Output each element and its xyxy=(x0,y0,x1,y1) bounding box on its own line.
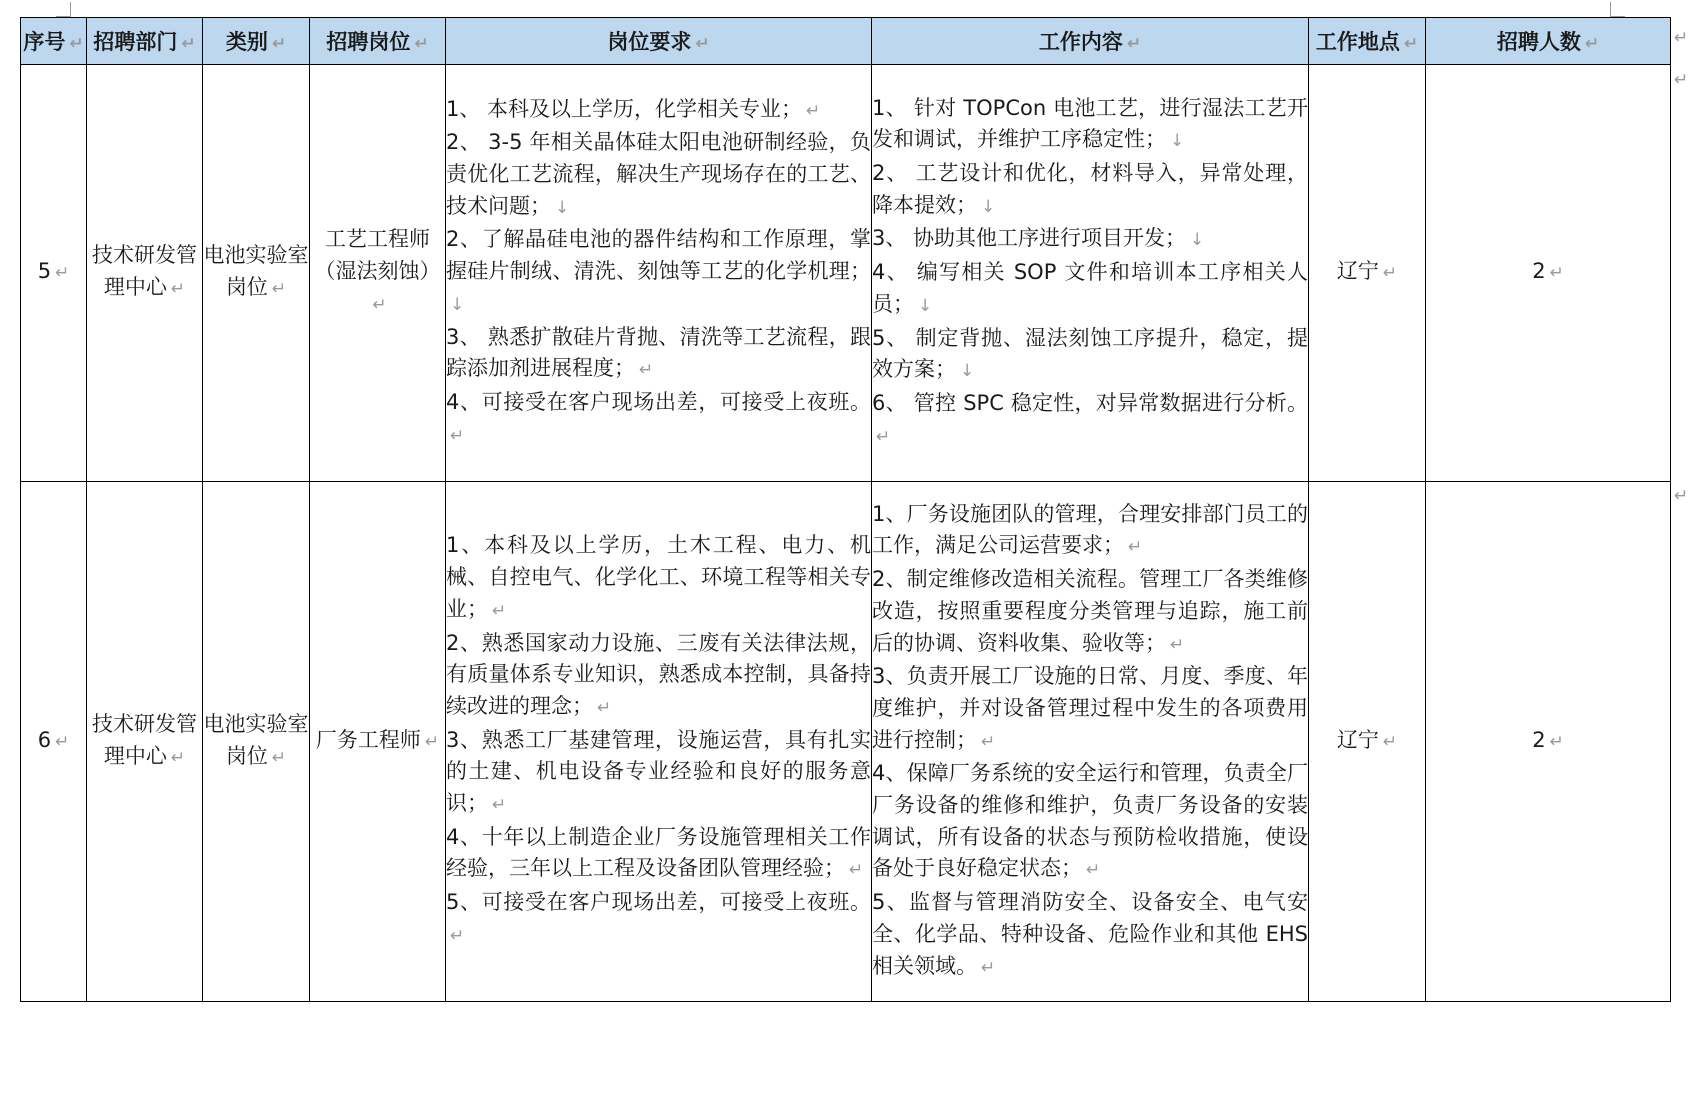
row6-location-cell: 辽宁 ↵ xyxy=(1309,482,1426,1002)
row6-requirement-item: 1、本科及以上学历，土木工程、电力、机械、自控电气、化学化工、环境工程等相关专业； ↵ xyxy=(446,533,871,621)
header-cell-requirements: 岗位要求 ↵ xyxy=(446,18,872,65)
header-cell-count: 招聘人数 ↵ xyxy=(1426,18,1671,65)
row5-index-cell: 5 ↵ xyxy=(21,65,87,482)
row6-requirement-item: 2、熟悉国家动力设施、三废有关法律法规，有质量体系专业知识，熟悉成本控制，具备持续改进的理念； ↵ xyxy=(446,630,871,718)
row6-duty-item: 3、负责开展工厂设施的日常、月度、季度、年度维护，并对设备管理过程中发生的各项费用进行控制； ↵ xyxy=(872,664,1308,752)
row5-location-cell: 辽宁 ↵ xyxy=(1309,65,1426,482)
row6-duties-cell xyxy=(872,482,1309,1002)
table-header-row xyxy=(21,18,1671,65)
row5-position-cell: 工艺工程师（湿法刻蚀）↵ xyxy=(310,65,446,482)
row-end-mark: ↵ xyxy=(1674,486,1689,506)
row5-requirement-item: 2、 3-5 年相关晶体硅太阳电池研制经验，负责优化工艺流程，解决生产现场存在的工艺、技术问题； ↓ xyxy=(446,130,871,218)
row5-requirement-item: 2、了解晶硅电池的器件结构和工作原理，掌握硅片制绒、清洗、刻蚀等工艺的化学机理；↓ xyxy=(446,227,871,315)
row-end-mark: ↵ xyxy=(1674,28,1689,48)
row6-requirement-item: 4、十年以上制造企业厂务设施管理相关工作经验，三年以上工程及设备团队管理经验； ↵ xyxy=(446,824,871,881)
header-cell-position: 招聘岗位 ↵ xyxy=(310,18,446,65)
table-row-5 xyxy=(21,65,1671,482)
header-cell-duties: 工作内容 ↵ xyxy=(872,18,1309,65)
row5-duties-cell xyxy=(872,65,1309,482)
row5-count-cell: 2 ↵ xyxy=(1426,65,1671,482)
row6-duty-item: 1、厂务设施团队的管理，合理安排部门员工的工作，满足公司运营要求； ↵ xyxy=(872,501,1308,558)
row5-duty-item: 3、 协助其他工序进行项目开发； ↓ xyxy=(872,226,1205,251)
header-cell-category: 类别 ↵ xyxy=(203,18,310,65)
row5-department-cell: 技术研发管理中心 ↵ xyxy=(87,65,203,482)
header-cell-index: 序号 ↵ xyxy=(21,18,87,65)
row6-requirement-item: 5、可接受在客户现场出差，可接受上夜班。↵ xyxy=(446,890,871,946)
page-corner-mark-top-left xyxy=(56,2,71,17)
row6-duty-item: 5、监督与管理消防安全、设备安全、电气安全、化学品、特种设备、危险作业和其他 EHS 相关领域。 ↵ xyxy=(872,890,1308,978)
row5-duty-item: 2、 工艺设计和优化，材料导入，异常处理，降本提效； ↓ xyxy=(872,161,1308,217)
row5-requirement-item: 1、 本科及以上学历，化学相关专业； ↵ xyxy=(446,96,821,121)
row6-requirements-cell xyxy=(446,482,872,1002)
row6-requirement-item: 3、熟悉工厂基建管理，设施运营，具有扎实的土建、机电设备专业经验和良好的服务意识； ↵ xyxy=(446,727,871,816)
row5-duty-item: 1、 针对 TOPCon 电池工艺，进行湿法工艺开发和调试，并维护工序稳定性； ↓ xyxy=(872,95,1308,152)
page-corner-mark-top-right xyxy=(1610,2,1625,17)
row-end-mark: ↵ xyxy=(1674,70,1689,90)
row6-department-cell: 技术研发管理中心 ↵ xyxy=(87,482,203,1002)
row5-duty-item: 5、 制定背抛、湿法刻蚀工序提升，稳定，提效方案； ↓ xyxy=(872,325,1308,382)
row5-category-cell: 电池实验室岗位 ↵ xyxy=(203,65,310,482)
row5-duty-item: 4、 编写相关 SOP 文件和培训本工序相关人员； ↓ xyxy=(872,260,1308,316)
header-cell-location: 工作地点 ↵ xyxy=(1309,18,1426,65)
row5-requirement-item: 3、 熟悉扩散硅片背抛、清洗等工艺流程，跟踪添加剂进展程度； ↵ xyxy=(446,324,871,381)
row5-requirements-cell xyxy=(446,65,872,482)
row6-duty-item: 2、制定维修改造相关流程。管理工厂各类维修改造，按照重要程度分类管理与追踪，施工前后的协调、资料收集、验收等； ↵ xyxy=(872,567,1308,655)
row6-count-cell: 2 ↵ xyxy=(1426,482,1671,1002)
row6-position-cell: 厂务工程师 ↵ xyxy=(310,482,446,1002)
row5-duty-item: 6、 管控 SPC 稳定性，对异常数据进行分析。↵ xyxy=(872,390,1308,447)
table-row-6 xyxy=(21,482,1671,1002)
row6-category-cell: 电池实验室岗位 ↵ xyxy=(203,482,310,1002)
row6-duty-item: 4、保障厂务系统的安全运行和管理，负责全厂厂务设备的维修和维护，负责厂务设备的安装调试，所有设备的状态与预防检收措施，使设备处于良好稳定状态； ↵ xyxy=(872,761,1308,881)
recruitment-table xyxy=(20,17,1671,1002)
row6-index-cell: 6 ↵ xyxy=(21,482,87,1002)
row5-requirement-item: 4、可接受在客户现场出差，可接受上夜班。↵ xyxy=(446,389,871,446)
header-cell-department: 招聘部门 ↵ xyxy=(87,18,203,65)
